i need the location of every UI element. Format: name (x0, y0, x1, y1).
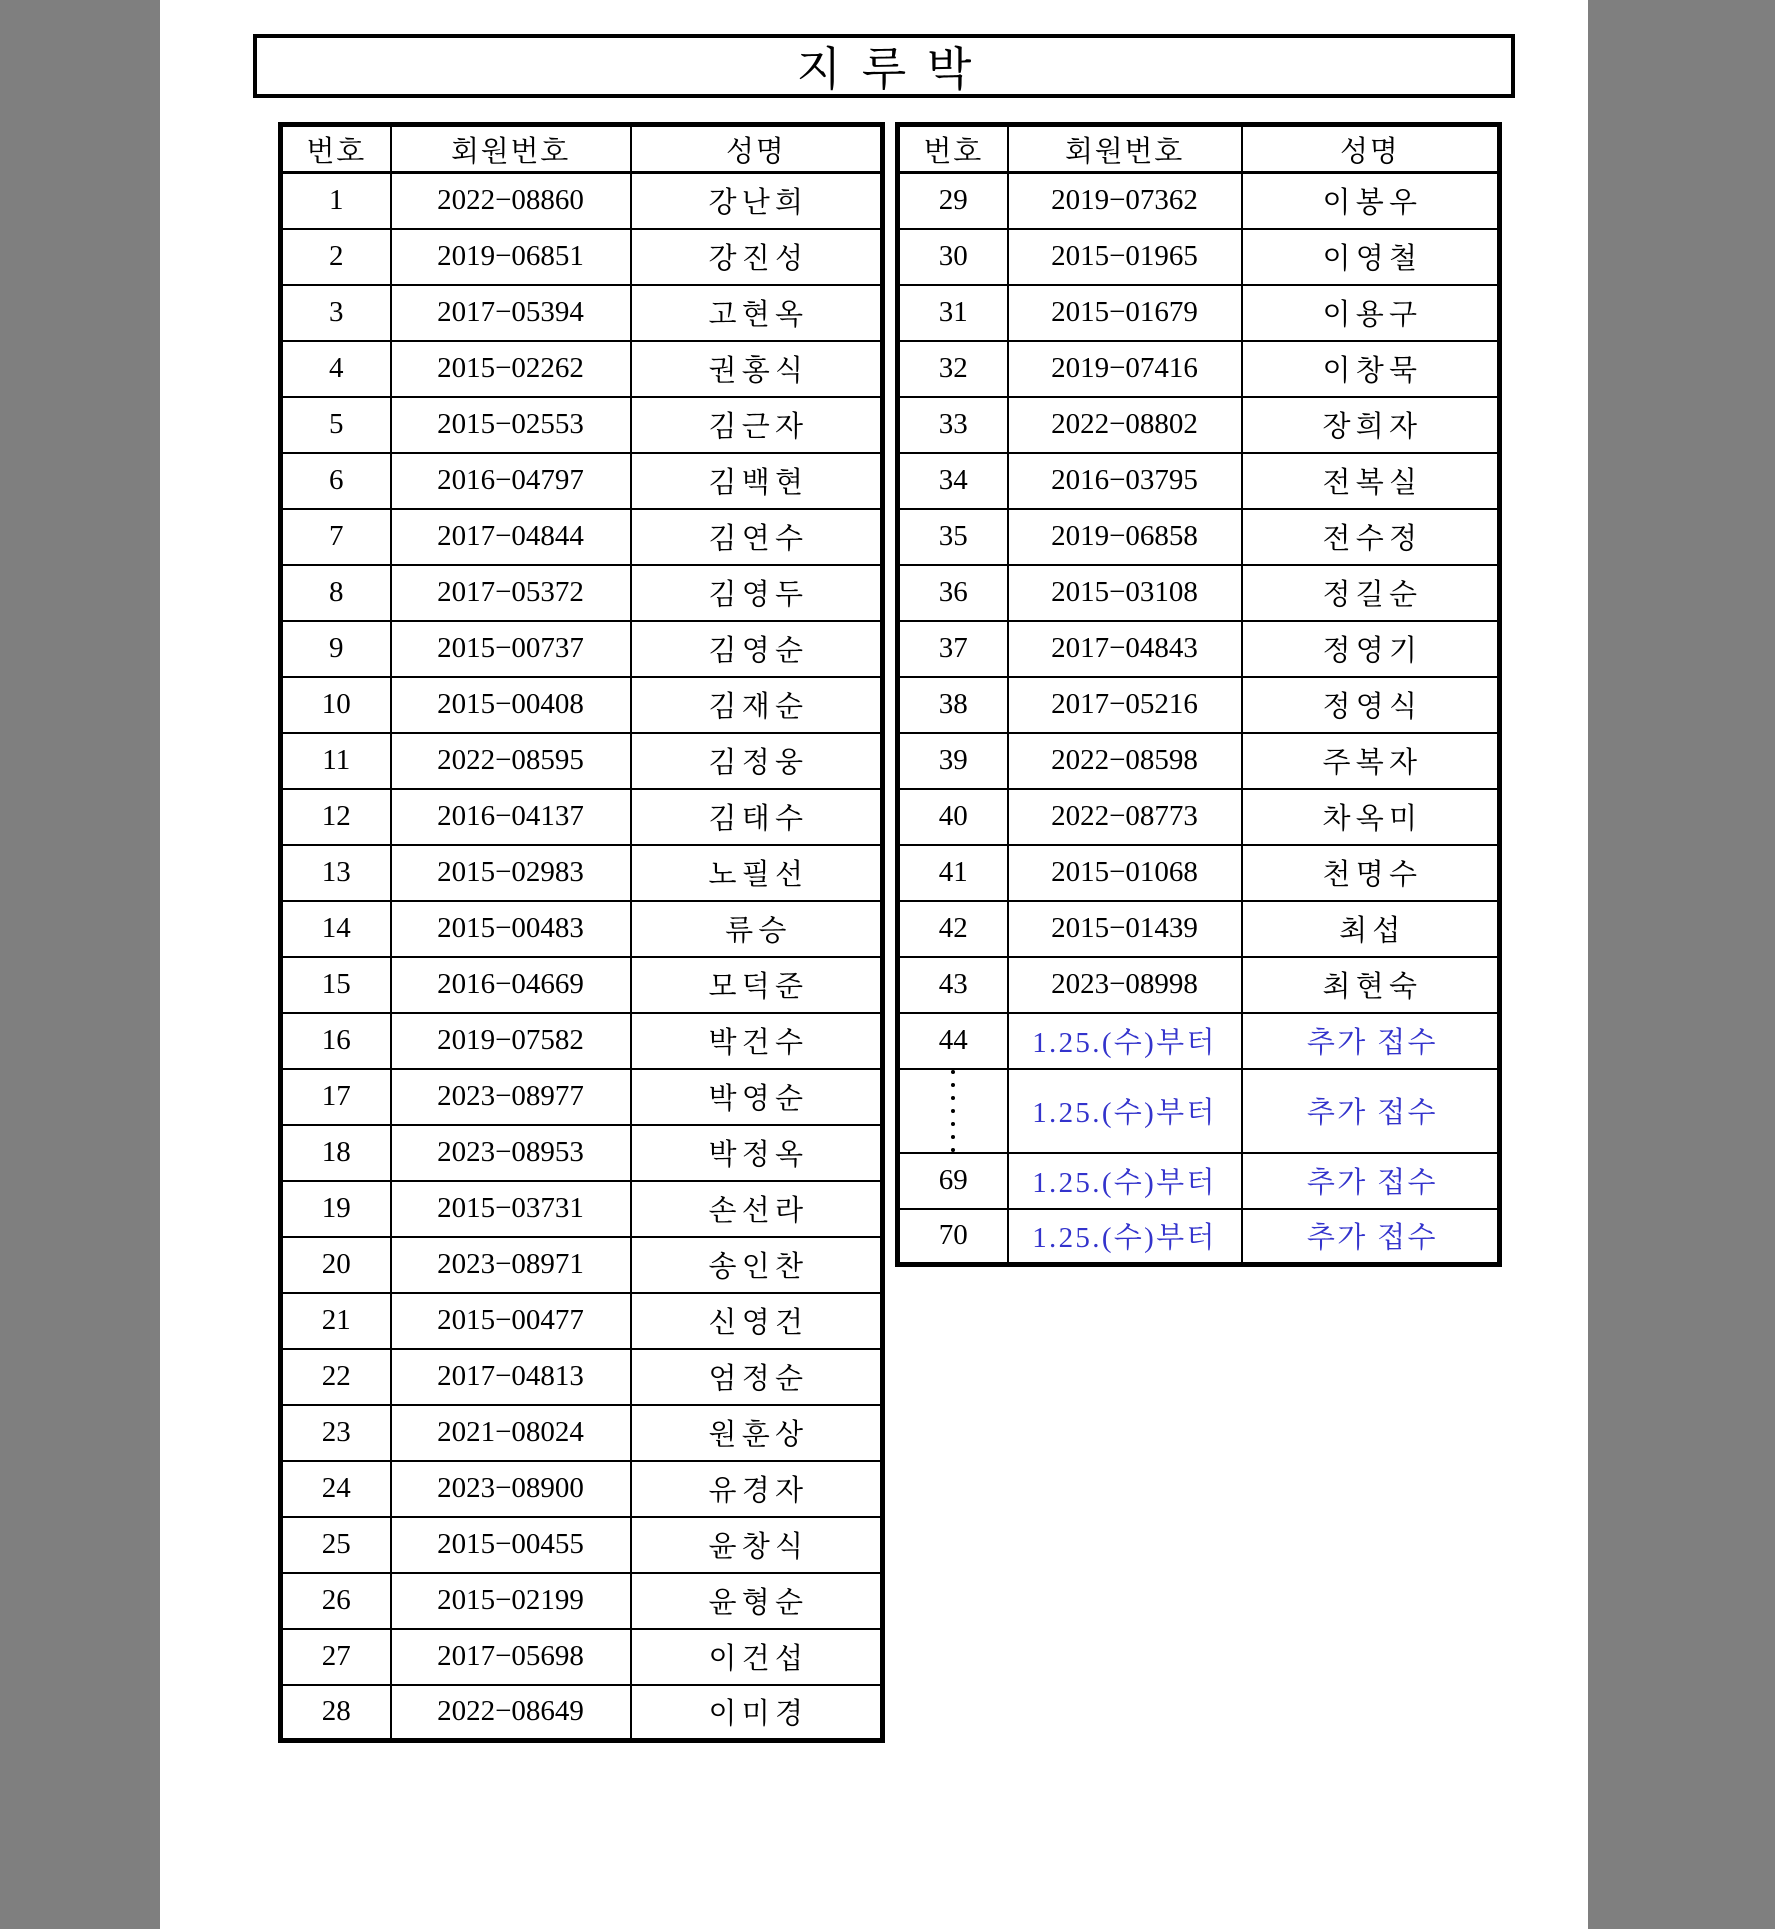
member-number-cell: 2015−01679 (1008, 285, 1242, 341)
member-number-cell: 2023−08998 (1008, 957, 1242, 1013)
table-row (898, 621, 1500, 677)
table-row (898, 453, 1500, 509)
table-row (281, 1181, 883, 1237)
name-cell: 원훈상 (631, 1405, 883, 1461)
table-row (898, 397, 1500, 453)
table-row (281, 173, 883, 229)
row-number-cell: 40 (898, 789, 1008, 845)
table-row (281, 453, 883, 509)
name-cell: 노필선 (631, 845, 883, 901)
member-number-cell: 2022−08649 (391, 1685, 631, 1741)
member-number-cell: 2015−00408 (391, 677, 631, 733)
row-number-cell: 13 (281, 845, 391, 901)
member-number-cell: 2017−05698 (391, 1629, 631, 1685)
row-number-cell: 8 (281, 565, 391, 621)
table-row (281, 789, 883, 845)
member-number-cell: 2019−07582 (391, 1013, 631, 1069)
row-number-cell: 3 (281, 285, 391, 341)
name-cell: 최현숙 (1242, 957, 1500, 1013)
member-number-cell: 2015−01965 (1008, 229, 1242, 285)
row-number-cell: 25 (281, 1517, 391, 1573)
member-number-cell: 2022−08773 (1008, 789, 1242, 845)
name-cell: 김연수 (631, 509, 883, 565)
name-cell: 유경자 (631, 1461, 883, 1517)
member-number-cell: 2017−04843 (1008, 621, 1242, 677)
member-number-cell: 2015−00455 (391, 1517, 631, 1573)
member-number-cell: 2023−08900 (391, 1461, 631, 1517)
row-number-cell: 7 (281, 509, 391, 565)
name-cell: 이봉우 (1242, 173, 1500, 229)
name-cell: 엄정순 (631, 1349, 883, 1405)
row-number-cell: 29 (898, 173, 1008, 229)
table-row (281, 1685, 883, 1741)
member-number-cell: 2023−08977 (391, 1069, 631, 1125)
name-cell: 강진성 (631, 229, 883, 285)
member-number-cell: 2015−03108 (1008, 565, 1242, 621)
table-row (898, 509, 1500, 565)
name-cell: 추가 접수 (1242, 1013, 1500, 1069)
table-row (281, 1069, 883, 1125)
member-number-cell: 2021−08024 (391, 1405, 631, 1461)
name-cell: 이영철 (1242, 229, 1500, 285)
additional-registration-row (898, 1013, 1500, 1069)
header-row (281, 125, 883, 173)
column-header-no: 번호 (281, 125, 391, 173)
name-cell: 김태수 (631, 789, 883, 845)
member-number-cell: 2023−08953 (391, 1125, 631, 1181)
row-number-cell: 23 (281, 1405, 391, 1461)
name-cell: 송인찬 (631, 1237, 883, 1293)
table-row (281, 901, 883, 957)
name-cell: 김재순 (631, 677, 883, 733)
member-number-cell: 2016−04797 (391, 453, 631, 509)
row-number-cell: 11 (281, 733, 391, 789)
page-title: 지루박 (796, 44, 993, 95)
member-number-cell: 2017−05372 (391, 565, 631, 621)
member-number-cell: 2019−06851 (391, 229, 631, 285)
name-cell: 전수정 (1242, 509, 1500, 565)
name-cell: 차옥미 (1242, 789, 1500, 845)
table-row (898, 789, 1500, 845)
table-row (898, 565, 1500, 621)
name-cell: 이건섭 (631, 1629, 883, 1685)
name-cell: 윤창식 (631, 1517, 883, 1573)
additional-registration-row (898, 1153, 1500, 1209)
row-number-cell: 21 (281, 1293, 391, 1349)
name-cell: 이창묵 (1242, 341, 1500, 397)
roster-table-left (278, 122, 885, 1743)
table-row (898, 733, 1500, 789)
member-number-cell: 2017−04844 (391, 509, 631, 565)
row-number-cell: 27 (281, 1629, 391, 1685)
table-row (281, 1405, 883, 1461)
table-row (898, 677, 1500, 733)
row-number-cell: 16 (281, 1013, 391, 1069)
row-number-cell: 35 (898, 509, 1008, 565)
member-number-cell: 2022−08802 (1008, 397, 1242, 453)
name-cell: 박영순 (631, 1069, 883, 1125)
member-number-cell: 2017−05216 (1008, 677, 1242, 733)
column-header-name: 성명 (631, 125, 883, 173)
member-number-cell: 2015−02199 (391, 1573, 631, 1629)
row-number-cell: 42 (898, 901, 1008, 957)
member-number-cell: 2022−08598 (1008, 733, 1242, 789)
table-row (281, 1461, 883, 1517)
name-cell: 정길순 (1242, 565, 1500, 621)
name-cell: 박건수 (631, 1013, 883, 1069)
name-cell: 추가 접수 (1242, 1069, 1500, 1153)
name-cell: 손선라 (631, 1181, 883, 1237)
row-number-cell: 32 (898, 341, 1008, 397)
name-cell: 주복자 (1242, 733, 1500, 789)
row-number-cell: 1 (281, 173, 391, 229)
table-row (898, 229, 1500, 285)
table-row (281, 341, 883, 397)
row-number-cell: 14 (281, 901, 391, 957)
row-number-cell: 69 (898, 1153, 1008, 1209)
name-cell: 장희자 (1242, 397, 1500, 453)
vertical-ellipsis-icon (900, 1070, 1007, 1152)
row-number-cell: 26 (281, 1573, 391, 1629)
name-cell: 김영순 (631, 621, 883, 677)
row-number-cell: 37 (898, 621, 1008, 677)
member-number-cell: 2016−04669 (391, 957, 631, 1013)
row-number-cell: 10 (281, 677, 391, 733)
table-row (281, 285, 883, 341)
row-number-cell: 5 (281, 397, 391, 453)
row-number-cell: 22 (281, 1349, 391, 1405)
document-page (160, 0, 1588, 1929)
name-cell: 전복실 (1242, 453, 1500, 509)
name-cell: 이미경 (631, 1685, 883, 1741)
table-row (281, 509, 883, 565)
name-cell: 추가 접수 (1242, 1153, 1500, 1209)
table-row (898, 957, 1500, 1013)
member-number-cell: 2019−06858 (1008, 509, 1242, 565)
table-row (281, 1293, 883, 1349)
title-box (253, 34, 1515, 98)
table-row (281, 397, 883, 453)
name-cell: 김정웅 (631, 733, 883, 789)
member-number-cell: 2019−07362 (1008, 173, 1242, 229)
name-cell: 천명수 (1242, 845, 1500, 901)
name-cell: 류승 (631, 901, 883, 957)
member-number-cell: 2015−00737 (391, 621, 631, 677)
table-row (281, 1237, 883, 1293)
member-number-cell: 2015−02262 (391, 341, 631, 397)
member-number-cell: 2022−08860 (391, 173, 631, 229)
header-row (898, 125, 1500, 173)
member-number-cell: 2015−01068 (1008, 845, 1242, 901)
member-number-cell: 2017−05394 (391, 285, 631, 341)
member-number-cell: 2015−03731 (391, 1181, 631, 1237)
row-number-cell: 20 (281, 1237, 391, 1293)
table-row (898, 901, 1500, 957)
name-cell: 최섭 (1242, 901, 1500, 957)
column-header-no: 번호 (898, 125, 1008, 173)
merged-additional-registration-row (898, 1069, 1500, 1153)
table-row (281, 733, 883, 789)
member-number-cell: 2016−04137 (391, 789, 631, 845)
name-cell: 정영식 (1242, 677, 1500, 733)
name-cell: 정영기 (1242, 621, 1500, 677)
row-number-cell: 30 (898, 229, 1008, 285)
column-header-member-no: 회원번호 (1008, 125, 1242, 173)
name-cell: 이용구 (1242, 285, 1500, 341)
member-number-cell: 2019−07416 (1008, 341, 1242, 397)
row-number-cell: 41 (898, 845, 1008, 901)
row-number-cell: 34 (898, 453, 1008, 509)
name-cell: 김영두 (631, 565, 883, 621)
row-number-cell: 31 (898, 285, 1008, 341)
row-number-cell: 33 (898, 397, 1008, 453)
row-number-cell (898, 1069, 1008, 1153)
column-header-member-no: 회원번호 (391, 125, 631, 173)
table-row (281, 677, 883, 733)
table-row (281, 1573, 883, 1629)
name-cell: 박정옥 (631, 1125, 883, 1181)
row-number-cell: 4 (281, 341, 391, 397)
row-number-cell: 17 (281, 1069, 391, 1125)
roster-table-right (895, 122, 1502, 1267)
member-number-cell: 1.25.(수)부터 (1008, 1013, 1242, 1069)
table-row (898, 341, 1500, 397)
table-row (281, 1125, 883, 1181)
table-row (281, 1349, 883, 1405)
row-number-cell: 24 (281, 1461, 391, 1517)
row-number-cell: 70 (898, 1209, 1008, 1265)
column-header-name: 성명 (1242, 125, 1500, 173)
name-cell: 김백현 (631, 453, 883, 509)
table-row (281, 229, 883, 285)
table-row (281, 621, 883, 677)
member-number-cell: 1.25.(수)부터 (1008, 1153, 1242, 1209)
name-cell: 김근자 (631, 397, 883, 453)
row-number-cell: 9 (281, 621, 391, 677)
member-number-cell: 2015−00483 (391, 901, 631, 957)
member-number-cell: 2016−03795 (1008, 453, 1242, 509)
row-number-cell: 18 (281, 1125, 391, 1181)
table-row (281, 957, 883, 1013)
row-number-cell: 43 (898, 957, 1008, 1013)
member-number-cell: 2022−08595 (391, 733, 631, 789)
row-number-cell: 12 (281, 789, 391, 845)
row-number-cell: 19 (281, 1181, 391, 1237)
name-cell: 추가 접수 (1242, 1209, 1500, 1265)
row-number-cell: 2 (281, 229, 391, 285)
member-number-cell: 2015−00477 (391, 1293, 631, 1349)
name-cell: 권홍식 (631, 341, 883, 397)
table-row (281, 1013, 883, 1069)
member-number-cell: 2017−04813 (391, 1349, 631, 1405)
name-cell: 강난희 (631, 173, 883, 229)
row-number-cell: 36 (898, 565, 1008, 621)
member-number-cell: 1.25.(수)부터 (1008, 1209, 1242, 1265)
name-cell: 윤형순 (631, 1573, 883, 1629)
row-number-cell: 38 (898, 677, 1008, 733)
row-number-cell: 44 (898, 1013, 1008, 1069)
row-number-cell: 39 (898, 733, 1008, 789)
member-number-cell: 2023−08971 (391, 1237, 631, 1293)
table-row (898, 173, 1500, 229)
additional-registration-row (898, 1209, 1500, 1265)
table-row (281, 565, 883, 621)
table-row (898, 845, 1500, 901)
member-number-cell: 2015−02983 (391, 845, 631, 901)
name-cell: 고현옥 (631, 285, 883, 341)
name-cell: 모덕준 (631, 957, 883, 1013)
table-row (898, 285, 1500, 341)
row-number-cell: 28 (281, 1685, 391, 1741)
table-row (281, 1517, 883, 1573)
member-number-cell: 2015−02553 (391, 397, 631, 453)
member-number-cell: 1.25.(수)부터 (1008, 1069, 1242, 1153)
name-cell: 신영건 (631, 1293, 883, 1349)
member-number-cell: 2015−01439 (1008, 901, 1242, 957)
row-number-cell: 6 (281, 453, 391, 509)
table-row (281, 1629, 883, 1685)
table-row (281, 845, 883, 901)
row-number-cell: 15 (281, 957, 391, 1013)
